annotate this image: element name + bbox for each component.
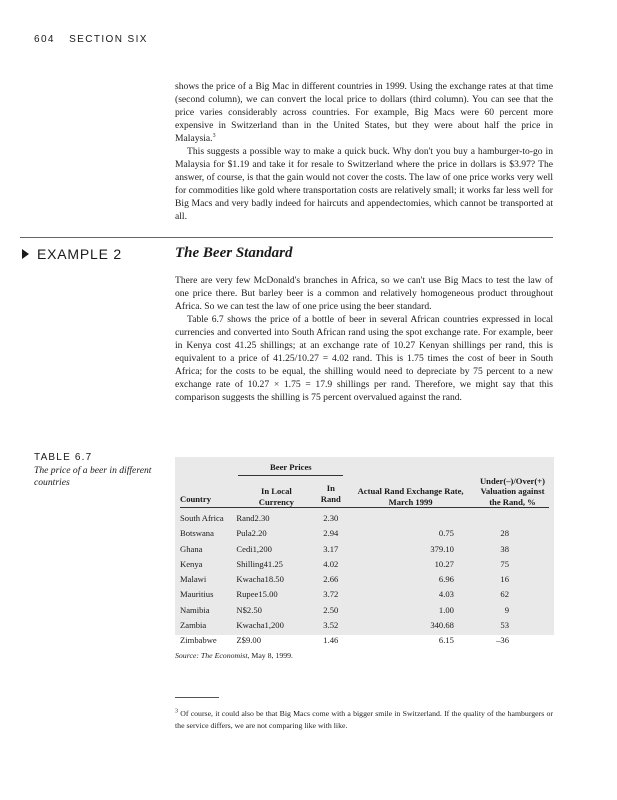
table-row bbox=[180, 587, 549, 602]
data-table bbox=[180, 462, 549, 649]
source-date: May 8, 1999. bbox=[251, 651, 293, 660]
table-header-row-2 bbox=[180, 476, 549, 508]
table-header-row-1 bbox=[180, 462, 549, 476]
cell-exchange-rate: 6.96 bbox=[438, 574, 454, 585]
cell-valuation: –36 bbox=[496, 635, 509, 646]
cell-valuation: 75 bbox=[500, 558, 509, 569]
cell-local-currency: Shilling41.25 bbox=[236, 558, 283, 569]
cell-local-currency: Rupee15.00 bbox=[236, 589, 278, 600]
footnote-text: Of course, it could also be that Big Macs come with a bigger smile in Switzerland. If the quality of the hamburgers or the service differs, we are not comparing like with like. bbox=[175, 709, 553, 730]
cell-valuation: 53 bbox=[500, 620, 509, 631]
cell-rand: 2.50 bbox=[323, 604, 339, 615]
cell-valuation: 16 bbox=[500, 574, 509, 585]
cell-valuation: 62 bbox=[500, 589, 509, 600]
table-row bbox=[180, 603, 549, 618]
cell-exchange-rate: 0.75 bbox=[438, 528, 454, 539]
intro-paragraph-1-text: shows the price of a Big Mac in different countries in 1999. Using the exchange rates at that time (second column), we can convert the local price to dollars (third column). You can see that the price varies considerably across countries. For example, Big Macs were 60 percent more expensive in Switzerland than in the United States, but they were about half the price in Malaysia. bbox=[175, 81, 553, 144]
table-label bbox=[34, 452, 164, 489]
table-row bbox=[180, 633, 549, 648]
col-valuation: Under(–)/Over(+) Valuation against the Rand, % bbox=[476, 476, 549, 508]
footnote-reference: 3 bbox=[212, 132, 216, 139]
cell-rand: 2.30 bbox=[323, 513, 339, 523]
col-local-currency: In Local Currency bbox=[236, 476, 316, 508]
table-row bbox=[180, 508, 549, 527]
cell-exchange-rate: 4.03 bbox=[438, 589, 454, 600]
cell-valuation: 38 bbox=[500, 543, 509, 554]
example-label-text: EXAMPLE 2 bbox=[37, 246, 123, 262]
cell-valuation: 28 bbox=[500, 528, 509, 539]
cell-local-currency: Cedi1,200 bbox=[236, 543, 272, 554]
table-row bbox=[180, 572, 549, 587]
intro-paragraph-1 bbox=[175, 80, 553, 145]
table-row bbox=[180, 526, 549, 541]
cell-valuation: 9 bbox=[504, 604, 509, 615]
triangle-bullet-icon bbox=[22, 249, 29, 259]
col-country: Country bbox=[180, 476, 236, 508]
cell-rand: 3.17 bbox=[323, 543, 339, 554]
cell-country: Kenya bbox=[180, 558, 203, 569]
cell-exchange-rate: 1.00 bbox=[438, 604, 454, 615]
cell-country: Zimbabwe bbox=[180, 635, 217, 646]
table-body bbox=[180, 508, 549, 649]
cell-local-currency: Rand2.30 bbox=[236, 513, 270, 523]
cell-local-currency: Z$9.00 bbox=[236, 635, 261, 646]
col-rand: In Rand bbox=[316, 476, 345, 508]
running-header bbox=[34, 34, 158, 45]
cell-local-currency: Kwacha18.50 bbox=[236, 574, 284, 585]
cell-rand: 2.66 bbox=[323, 574, 339, 585]
table-caption: The price of a beer in different countries bbox=[34, 465, 152, 488]
cell-country: Ghana bbox=[180, 543, 203, 554]
section-title: SECTION SIX bbox=[69, 34, 148, 45]
cell-exchange-rate: 6.15 bbox=[438, 635, 454, 646]
cell-exchange-rate: 10.27 bbox=[434, 558, 454, 569]
cell-country: Zambia bbox=[180, 620, 207, 631]
cell-exchange-rate bbox=[345, 508, 476, 527]
intro-paragraph-2: This suggests a possible way to make a quick buck. Why don't you buy a hamburger-to-go in Malaysia for $1.19 and take it for resale to Switzerland where the price in dollars is $3.97? The answer, of course, is that the gain would not cover the costs. The law of one price works very well for commodities like gold where transportation costs are relatively small; it works far less well for Big Macs and very badly indeed for haircuts and appendectomies, which cannot be transported at all. bbox=[175, 146, 553, 222]
cell-local-currency: N$2.50 bbox=[236, 604, 262, 615]
intro-text bbox=[175, 80, 553, 223]
table-number: TABLE 6.7 bbox=[34, 452, 93, 463]
cell-valuation bbox=[476, 508, 549, 527]
footnote-divider bbox=[175, 697, 219, 698]
beer-price-table bbox=[175, 457, 554, 646]
example-paragraph-2: Table 6.7 shows the price of a bottle of beer in several African countries expressed in local currencies and converted into South African rand using the spot exchange rate. For example, beer in Kenya cost 41.25 shillings; at an exchange rate of 10.27 Kenyan shillings per rand, this is equivalent to a price of 41.25/10.27 = 4.02 rand. This is 1.75 times the cost of beer in South Africa; for the costs to be equal, the shilling would need to depreciate by 75 percent to a new exchange rate of 10.27 × 1.75 = 17.9 shillings per rand. Therefore, we might say that this comparison suggests the shilling is 75 percent overvalued against the rand. bbox=[175, 314, 553, 403]
example-paragraph-1: There are very few McDonald's branches in Africa, so we can't use Big Macs to test the law of one price there. But barley beer is a common and relatively homogeneous product throughout Africa. So we can test the law of one price using the beer standard. bbox=[175, 275, 553, 312]
table-row bbox=[180, 557, 549, 572]
cell-country: Botswana bbox=[180, 528, 214, 539]
cell-local-currency: Kwacha1,200 bbox=[236, 620, 284, 631]
cell-country: Mauritius bbox=[180, 589, 214, 600]
cell-rand: 4.02 bbox=[323, 558, 339, 569]
footnote-marker: 3 bbox=[175, 708, 178, 715]
table-row bbox=[180, 618, 549, 633]
cell-local-currency: Pula2.20 bbox=[236, 528, 267, 539]
cell-country: Namibia bbox=[180, 604, 210, 615]
example-title: The Beer Standard bbox=[175, 245, 293, 261]
cell-rand: 2.94 bbox=[323, 528, 339, 539]
cell-rand: 3.72 bbox=[323, 589, 339, 600]
source-publication: The Economist, bbox=[200, 651, 250, 660]
cell-exchange-rate: 340.68 bbox=[430, 620, 454, 631]
cell-exchange-rate: 379.10 bbox=[430, 543, 454, 554]
section-divider bbox=[20, 237, 553, 238]
cell-rand: 1.46 bbox=[323, 635, 339, 646]
col-exchange-rate: Actual Rand Exchange Rate, March 1999 bbox=[345, 476, 476, 508]
example-text bbox=[175, 274, 553, 404]
cell-country: Malawi bbox=[180, 574, 207, 585]
table-source bbox=[175, 651, 293, 660]
source-label: Source: bbox=[175, 651, 199, 660]
cell-country: South Africa bbox=[180, 513, 224, 523]
cell-rand: 3.52 bbox=[323, 620, 339, 631]
beer-prices-group-header: Beer Prices bbox=[236, 462, 345, 476]
table-row bbox=[180, 542, 549, 557]
footnote bbox=[175, 708, 553, 732]
page-number: 604 bbox=[34, 34, 55, 45]
example-label bbox=[22, 246, 122, 262]
